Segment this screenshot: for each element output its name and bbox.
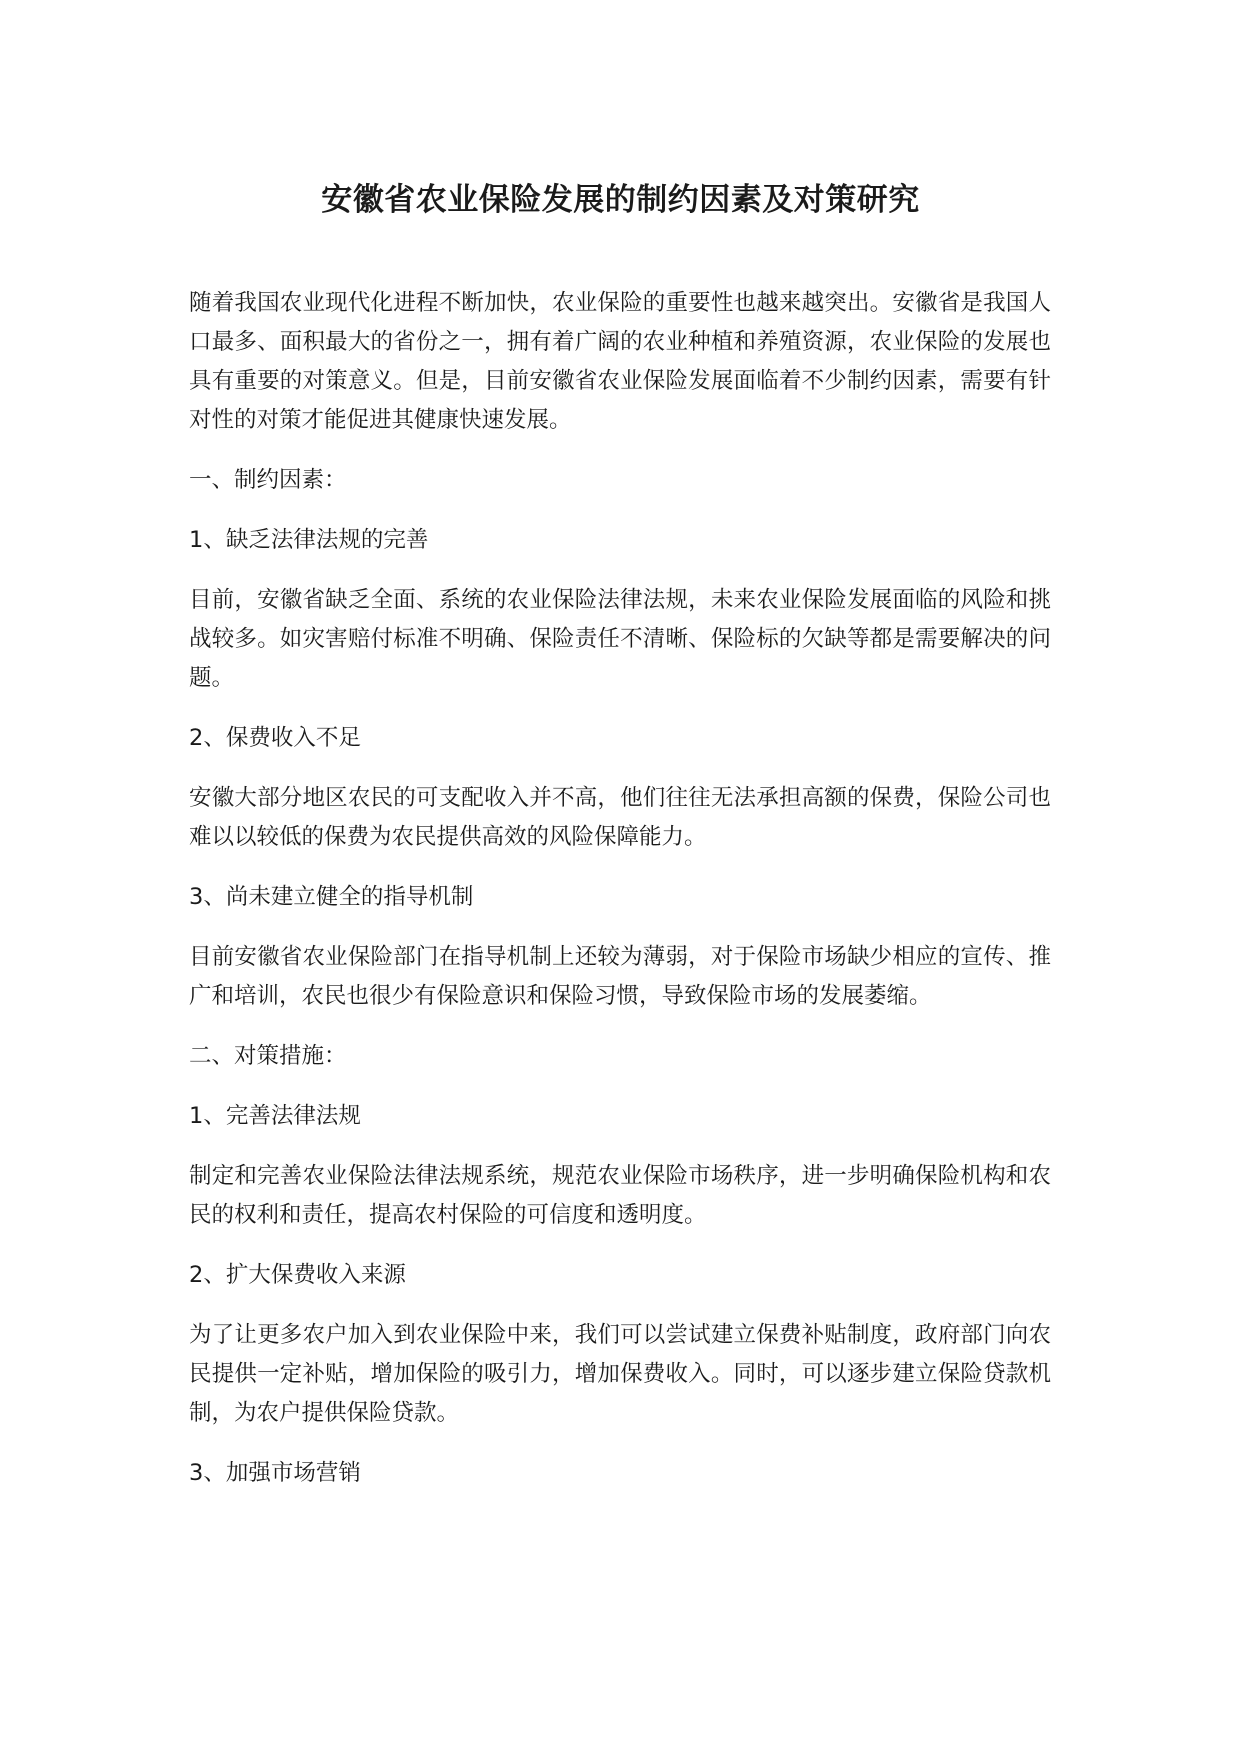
- subsection-heading: 2、保费收入不足: [189, 725, 361, 751]
- subsection-paragraph: 制定和完善农业保险法律法规系统，规范农业保险市场秩序，进一步明确保险机构和农民的权利和责任，提高农村保险的可信度和透明度。: [189, 1163, 1051, 1228]
- subsection-heading: 1、完善法律法规: [189, 1103, 361, 1129]
- subsection-paragraph: 目前安徽省农业保险部门在指导机制上还较为薄弱，对于保险市场缺少相应的宣传、推广和培训，农民也很少有保险意识和保险习惯，导致保险市场的发展萎缩。: [189, 944, 1051, 1009]
- document-body: [189, 284, 1051, 1493]
- subsection-heading: 3、加强市场营销: [189, 1460, 361, 1486]
- subsection-heading: 3、尚未建立健全的指导机制: [189, 884, 474, 910]
- section-heading-measures: 二、对策措施：: [189, 1043, 347, 1069]
- document-title: 安徽省农业保险发展的制约因素及对策研究: [321, 182, 920, 218]
- subsection-paragraph: 安徽大部分地区农民的可支配收入并不高，他们往往无法承担高额的保费，保险公司也难以以较低的保费为农民提供高效的风险保障能力。: [189, 785, 1051, 850]
- subsection-heading: 2、扩大保费收入来源: [189, 1262, 406, 1288]
- intro-paragraph: 随着我国农业现代化进程不断加快，农业保险的重要性也越来越突出。安徽省是我国人口最多、面积最大的省份之一，拥有着广阔的农业种植和养殖资源，农业保险的发展也具有重要的对策意义。但是，目前安徽省农业保险发展面临着不少制约因素，需要有针对性的对策才能促进其健康快速发展。: [189, 290, 1051, 433]
- subsection-heading: 1、缺乏法律法规的完善: [189, 527, 429, 553]
- subsection-paragraph: 目前，安徽省缺乏全面、系统的农业保险法律法规，未来农业保险发展面临的风险和挑战较多。如灾害赔付标准不明确、保险责任不清晰、保险标的欠缺等都是需要解决的问题。: [189, 587, 1051, 691]
- subsection-paragraph: 为了让更多农户加入到农业保险中来，我们可以尝试建立保费补贴制度，政府部门向农民提供一定补贴，增加保险的吸引力，增加保费收入。同时，可以逐步建立保险贷款机制，为农户提供保险贷款。: [189, 1322, 1051, 1426]
- section-heading-constraints: 一、制约因素：: [189, 467, 347, 493]
